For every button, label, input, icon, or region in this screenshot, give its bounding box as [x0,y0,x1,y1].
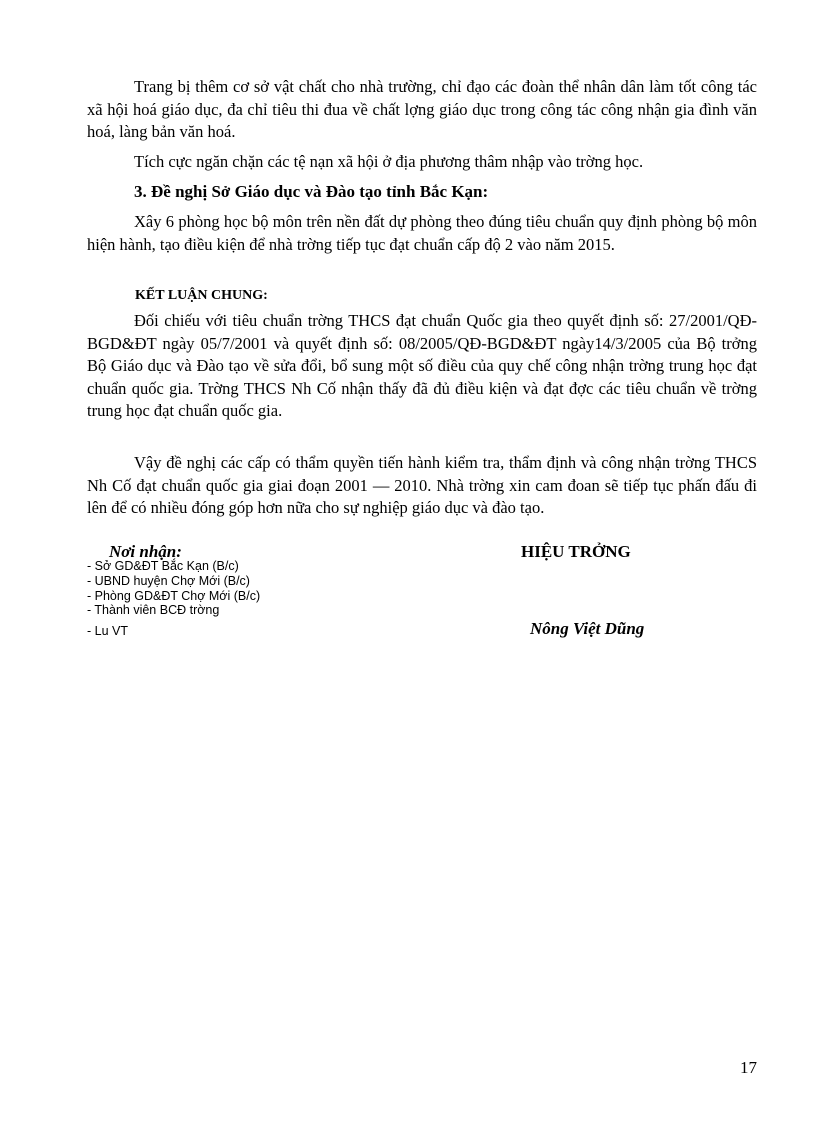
paragraph-social-evils: Tích cực ngăn chặn các tệ nạn xã hội ở địa phương thâm nhập vào trờng học. [134,152,644,171]
recipient-item: - Sở GD&ĐT Bắc Kạn (B/c) [87,559,239,573]
paragraph-request: Vậy đề nghị các cấp có thẩm quyền tiến hành kiểm tra, thẩm định và công nhận trờng THCS Nh Cố đạt chuẩn quốc gia giai đoạn 2001 — 2010. Nhà trờng xin cam đoan sẽ tiếp tục phấn đấu đi lên để có nhiều đóng góp hơn nữa cho sự nghiệp giáo dục và đào tạo. [87,453,757,517]
recipients-list [87,559,260,618]
paragraph-conclusion: Đối chiếu với tiêu chuẩn trờng THCS đạt chuẩn Quốc gia theo quyết định số: 27/2001/QĐ-BGD&ĐT ngày 05/7/2001 và quyết định số: 08/2005/QĐ-BGD&ĐT ngày14/3/2005 của Bộ trởng Bộ Giáo dục và Đào tạo về sửa đổi, bổ sung một số điều của quy chế công nhận trờng trung học đạt chuẩn quốc gia. Trờng THCS Nh Cố nhận thấy đã đủ điều kiện và đạt đợc các tiêu chuẩn về trờng trung học đạt chuẩn quốc gia. [87,311,757,420]
recipient-archive: - Lu VT [87,624,128,638]
paragraph-proposal: Xây 6 phòng học bộ môn trên nền đất dự phòng theo đúng tiêu chuẩn quy định phòng bộ môn hiện hành, tạo điều kiện để nhà trờng tiếp tục đạt chuẩn cấp độ 2 vào năm 2015. [87,212,757,254]
page-number: 17 [740,1058,757,1077]
recipient-item: - Phòng GD&ĐT Chợ Mới (B/c) [87,588,261,603]
paragraph-facilities: Trang bị thêm cơ sở vật chất cho nhà trường, chỉ đạo các đoàn thể nhân dân làm tốt công tác xã hội hoá giáo dục, đa chỉ tiêu thi đua về chất lợng giáo dục trong công tác công nhận gia đình văn hoá, làng bản văn hoá. [87,77,757,141]
recipients-title: Nơi nhận: [109,542,182,561]
signature-name: Nông Việt Dũng [530,619,645,638]
recipient-item: - UBND huyện Chợ Mới (B/c) [87,573,250,588]
signature-title: HIỆU TRỞNG [521,542,631,561]
conclusion-heading: KẾT LUẬN CHUNG: [135,288,268,303]
section-3-heading: 3. Đề nghị Sở Giáo dục và Đào tạo tỉnh Bắc Kạn: [134,182,489,201]
recipient-item: - Thành viên BCĐ trờng [87,603,220,618]
